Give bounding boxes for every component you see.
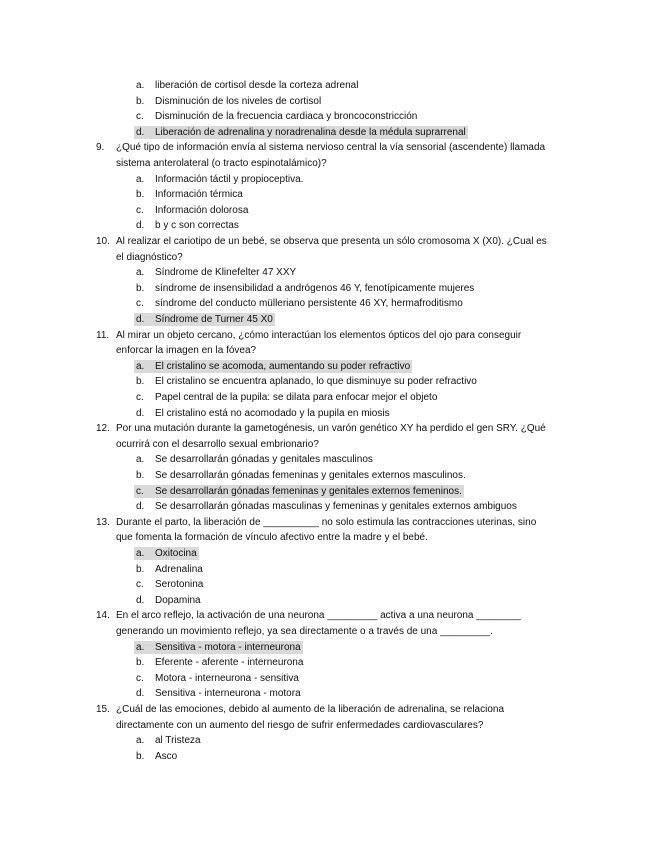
option-text: Se desarrollarán gónadas masculinas y femeninas y genitales externos ambiguos [155,501,517,513]
option-text: Se desarrollarán gónadas y genitales masculinos [155,454,373,466]
option-letter: c. [136,672,144,684]
question-number: 14. [96,610,110,622]
option-letter: b. [136,95,145,107]
option-text: El cristalino se acomoda, aumentando su poder refractivo [155,360,411,372]
option-text: Información dolorosa [155,204,249,216]
question-number: 12. [96,423,110,435]
option-text: síndrome de insensibilidad a andrógenos 46 Y, fenotípicamente mujeres [155,282,475,294]
option-text: Dopamina [155,594,201,606]
option-text: Liberación de adrenalina y noradrenalina desde la médula suprarrenal [155,126,466,138]
option-text: Sensitiva - motora - interneurona [155,641,301,653]
option-letter: a. [136,267,145,279]
option-text: Oxitocina [155,548,197,559]
question-number: 10. [96,236,110,247]
option-letter: d. [136,688,145,700]
option-text: al Tristeza [155,735,201,747]
option-letter: c. [136,204,144,216]
option-text: Papel central de la pupila: se dilata para enfocar mejor el objeto [155,392,438,403]
question-text: Al mirar un objeto cercano, ¿cómo interactúan los elementos ópticos del ojo para conseguir [116,329,522,341]
question-text: Por una mutación durante la gametogénesis, un varón genético XY ha perdido el gen SRY. ¿Qué [116,423,546,435]
option-letter: a. [136,80,145,91]
question-text: En el arco reflejo, la activación de una neurona _________ activa a una neurona ________ [116,610,521,622]
question-text: ¿Cuál de las emociones, debido al aumento de la liberación de adrenalina, se relaciona [116,704,505,715]
option-text: Sensitiva - interneurona - motora [155,688,301,700]
question-text: Al realizar el cariotipo de un bebé, se observa que presenta un sólo cromosoma X (X0). ¿Cual es [116,236,547,247]
question-text: el diagnóstico? [116,251,183,263]
option-text: Eferente - aferente - interneurona [155,657,304,669]
option-letter: a. [136,641,145,653]
option-text: Síndrome de Klinefelter 47 XXY [155,267,297,279]
option-text: liberación de cortisol desde la corteza adrenal [155,80,359,91]
option-text: El cristalino se encuentra aplanado, lo que disminuye su poder refractivo [155,376,477,388]
option-letter: c. [136,579,144,591]
question-text: generando un movimiento reflejo, ya sea directamente o a través de una _________. [116,626,493,637]
option-letter: b. [136,657,145,669]
question-text: ocurrirá con el desarrollo sexual embrionario? [116,438,319,450]
option-letter: c. [136,298,144,310]
question-number: 9. [96,142,105,154]
option-text: El cristalino está no acomodado y la pupila en miosis [155,407,390,419]
option-letter: b. [136,470,145,481]
option-letter: a. [136,548,145,559]
question-number: 13. [96,516,110,528]
option-text: Se desarrollarán gónadas femeninas y genitales externos femeninos. [155,485,462,497]
question-text: enforcar la imagen en la fóvea? [116,345,257,357]
option-letter: d. [136,407,145,419]
option-letter: d. [136,314,145,325]
option-letter: d. [136,501,145,513]
question-text: Durante el parto, la liberación de __________ no solo estimula las contracciones uterinas, sino [116,516,537,528]
option-letter: a. [136,360,145,372]
option-letter: a. [136,173,145,185]
option-letter: b. [136,189,145,201]
question-text: que fomenta la formación de vínculo afectivo entre la madre y el bebé. [116,532,428,544]
question-number: 15. [96,704,110,715]
question-number: 11. [96,329,110,341]
option-text: Se desarrollarán gónadas femeninas y genitales externos masculinos. [155,470,466,481]
option-letter: b. [136,376,145,388]
question-text: ¿Qué tipo de información envía al sistema nervioso central la vía sensorial (ascendente) llamada [116,142,546,154]
option-letter: b. [136,750,145,762]
option-text: Disminución de la frecuencia cardiaca y broncoconstricción [155,111,418,123]
option-letter: d. [136,220,145,232]
option-text: b y c son correctas [155,220,239,232]
option-text: Disminución de los niveles de cortisol [155,95,322,107]
option-text: Información táctil y propioceptiva. [155,173,304,185]
option-text: Asco [155,750,178,762]
option-text: Información térmica [155,189,243,201]
question-text: directamente con un aumento del riesgo de sufrir enfermedades cardiovasculares? [116,719,484,731]
option-text: Motora - interneurona - sensitiva [155,672,299,684]
option-letter: b. [136,563,145,575]
option-letter: c. [136,485,144,497]
option-letter: c. [136,392,144,403]
option-letter: c. [136,111,144,123]
option-text: Síndrome de Turner 45 X0 [155,314,273,325]
option-text: Adrenalina [155,563,203,575]
option-letter: a. [136,454,145,466]
option-letter: b. [136,282,145,294]
option-text: síndrome del conducto mülleriano persistente 46 XY, hermafroditismo [155,298,463,310]
option-letter: d. [136,126,145,138]
option-letter: a. [136,735,145,747]
option-text: Serotonina [155,579,204,591]
question-text: sistema anterolateral (o tracto espinotalámico)? [116,158,327,169]
option-letter: d. [136,594,145,606]
